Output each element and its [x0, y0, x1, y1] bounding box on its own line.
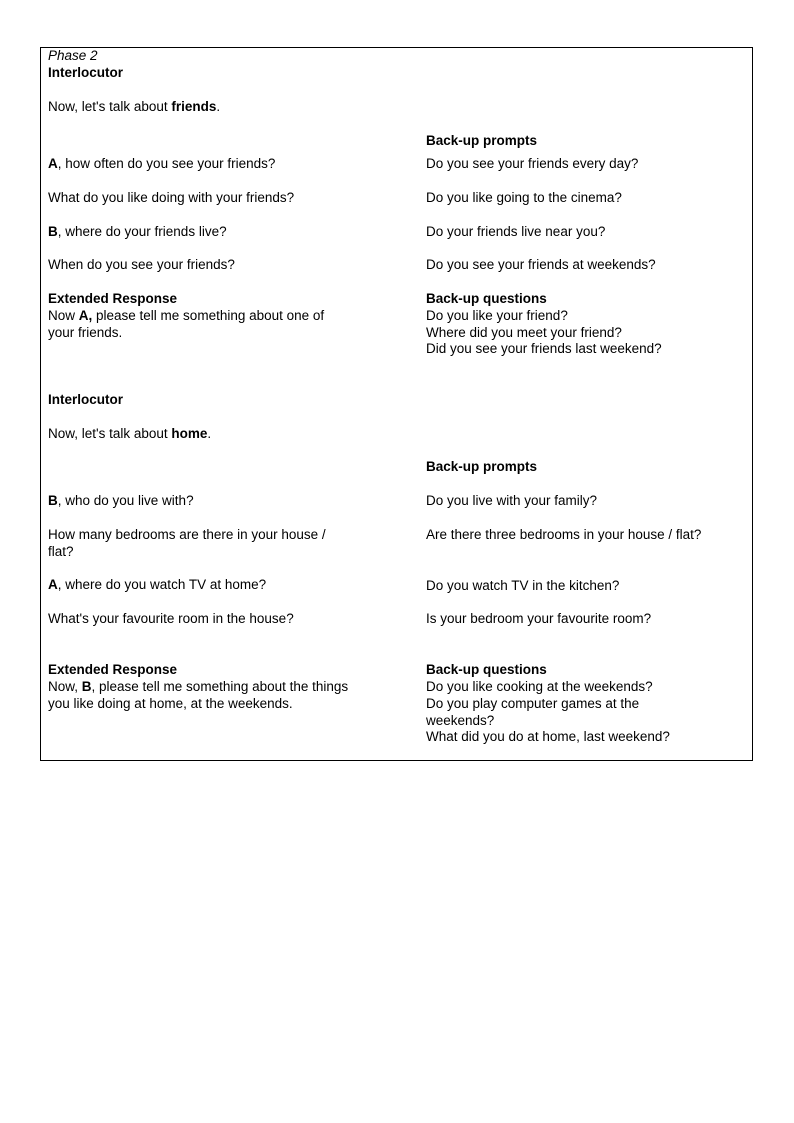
section1-backup-questions-heading: Back-up questions [426, 291, 547, 306]
section1-question-4: When do you see your friends? [48, 257, 235, 272]
section2-extended-line2: you like doing at home, at the weekends. [48, 696, 293, 711]
section1-prompt-2: Do you like going to the cinema? [426, 190, 622, 205]
section2-backup-question-3: What did you do at home, last weekend? [426, 729, 670, 744]
section2-backup-question-2-line2: weekends? [426, 713, 495, 728]
phase-label: Phase 2 [48, 48, 98, 63]
section2-question-2-line2: flat? [48, 544, 74, 559]
section1-extended-line2: your friends. [48, 325, 123, 340]
section2-extended-heading: Extended Response [48, 662, 178, 677]
section2-question-4: What's your favourite room in the house? [48, 611, 294, 626]
section2-topic: home [171, 426, 208, 441]
section1-question-3: B, where do your friends live? [48, 224, 227, 239]
section2-intro: Now, let's talk about home. [48, 426, 212, 441]
section2-prompt-3: Do you watch TV in the kitchen? [426, 578, 620, 593]
section2-backup-questions-heading: Back-up questions [426, 662, 547, 677]
section2-prompt-2: Are there three bedrooms in your house / flat? [426, 527, 702, 542]
section2-question-2-line1: How many bedrooms are there in your house / [48, 527, 326, 542]
section1-prompt-1: Do you see your friends every day? [426, 156, 639, 171]
section1-question-2: What do you like doing with your friends? [48, 190, 295, 205]
section2-question-1: B, who do you live with? [48, 493, 194, 508]
section2-question-3: A, where do you watch TV at home? [48, 577, 267, 592]
section2-prompt-4: Is your bedroom your favourite room? [426, 611, 652, 626]
section1-topic: friends [171, 99, 217, 114]
section2-backup-prompts-heading: Back-up prompts [426, 459, 538, 474]
section1-prompt-4: Do you see your friends at weekends? [426, 257, 656, 272]
section2-extended-line1: Now, B, please tell me something about the things [48, 679, 349, 694]
section1-backup-question-2: Where did you meet your friend? [426, 325, 622, 340]
section1-extended-heading: Extended Response [48, 291, 178, 306]
section2-backup-question-2-line1: Do you play computer games at the [426, 696, 640, 711]
section1-backup-question-3: Did you see your friends last weekend? [426, 341, 662, 356]
section1-heading: Interlocutor [48, 65, 124, 80]
section2-prompt-1: Do you live with your family? [426, 493, 598, 508]
section1-intro: Now, let's talk about friends. [48, 99, 221, 114]
section1-extended-line1: Now A, please tell me something about one of [48, 308, 325, 323]
section1-backup-question-1: Do you like your friend? [426, 308, 568, 323]
section1-prompt-3: Do your friends live near you? [426, 224, 606, 239]
section1-question-1: A, how often do you see your friends? [48, 156, 276, 171]
section1-backup-prompts-heading: Back-up prompts [426, 133, 538, 148]
section2-heading: Interlocutor [48, 392, 124, 407]
section2-backup-question-1: Do you like cooking at the weekends? [426, 679, 653, 694]
